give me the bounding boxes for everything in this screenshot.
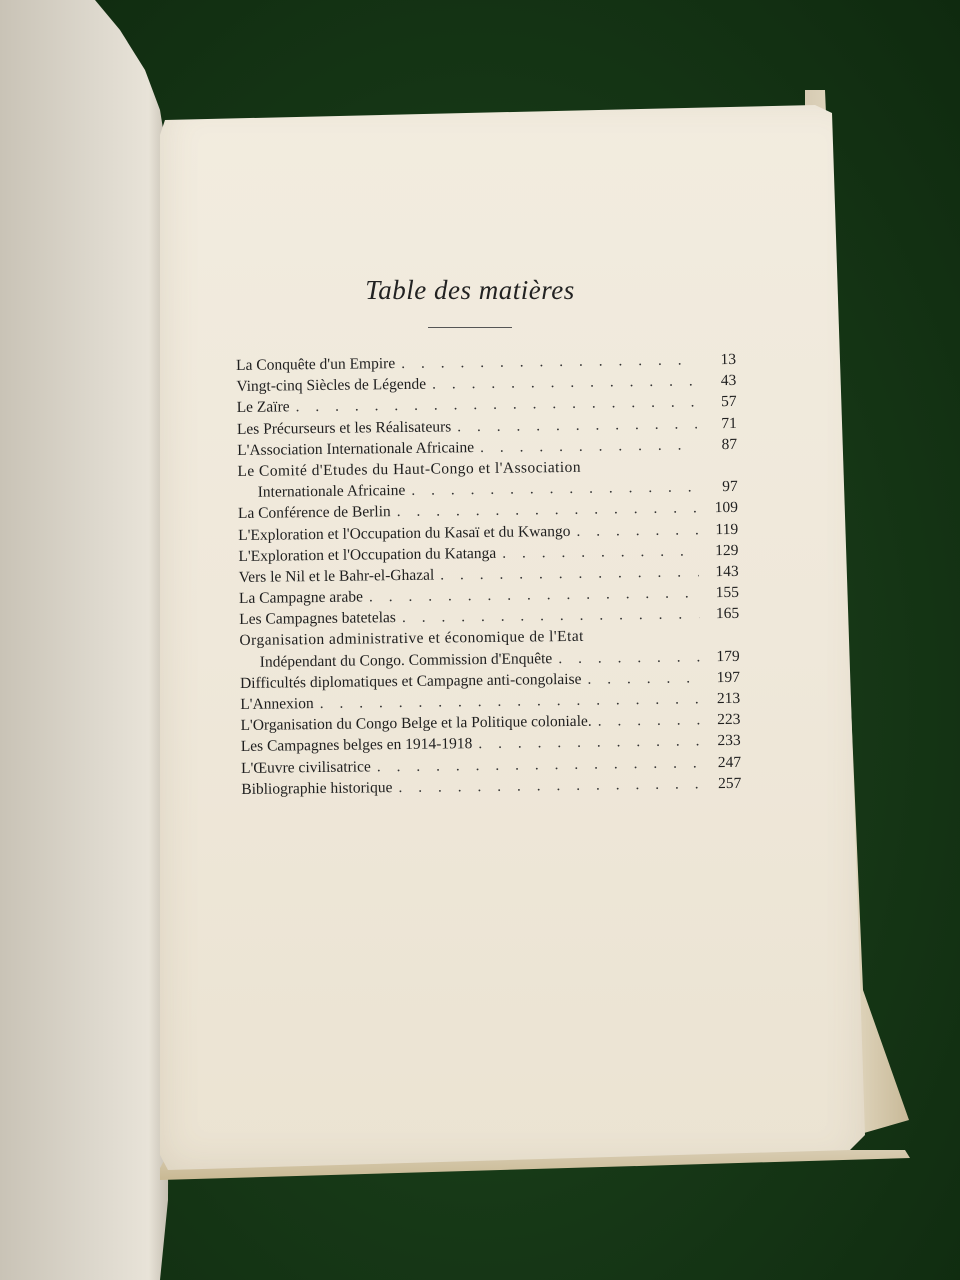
toc-entry-title: L'Association Internationale Africaine [237, 438, 475, 459]
toc-page-number: 197 [716, 668, 741, 686]
toc-entry [237, 455, 737, 503]
dot-leader [398, 773, 701, 798]
toc-entry-title: Difficultés diplomatiques et Campagne anti-congolaise [239, 670, 582, 692]
toc-page-number: 155 [715, 583, 740, 602]
toc-entry-title: L'Organisation du Congo Belge et la Politique coloniale. [240, 712, 592, 735]
toc-page-number: 223 [717, 711, 741, 729]
toc-page-number: 43 [720, 372, 737, 390]
toc-page-number: 165 [715, 605, 740, 623]
toc-heading: Table des matières [365, 275, 575, 305]
toc-page-number: 257 [717, 774, 742, 792]
toc-page-number: 213 [716, 689, 741, 708]
toc-page-number: 129 [715, 541, 739, 559]
toc-entry-title: L'Annexion [240, 695, 314, 714]
dot-leader [558, 646, 700, 669]
toc-page-number: 247 [717, 753, 742, 771]
toc-entry-title-continued: Indépendant du Congo. Commission d'Enquête [259, 649, 553, 671]
toc-entry-title: Vingt-cinq Siècles de Légende [236, 375, 427, 396]
toc-page-number: 57 [721, 393, 737, 411]
toc-entry [239, 624, 739, 672]
toc-entry-title-continued: Internationale Africaine [257, 482, 406, 501]
dot-leader [598, 710, 701, 732]
toc-entry-title: Organisation administrative et économique de l'Etat [239, 628, 584, 650]
toc-page-number: 71 [721, 414, 737, 432]
dot-leader [480, 434, 697, 458]
toc-entry-title: Le Comité d'Etudes du Haut-Congo et l'Association [237, 458, 582, 480]
toc-entry-title: Les Précurseurs et les Réalisateurs [236, 417, 452, 438]
toc-entry-title: Les Campagnes belges en 1914-1918 [240, 735, 473, 756]
toc-entry-title: L'Exploration et l'Occupation du Kasaï et du Kwango [238, 522, 571, 544]
toc-entry-title: La Campagne arabe [238, 588, 364, 608]
dot-leader [587, 667, 700, 690]
toc-entry-title: L'Exploration et l'Occupation du Katanga [238, 544, 497, 565]
dot-leader [457, 413, 697, 437]
toc-entry-title: La Conférence de Berlin [237, 503, 391, 523]
toc-page-number: 233 [717, 732, 741, 750]
toc-page-number: 109 [714, 499, 739, 517]
toc-entry-title: Vers le Nil et le Bahr-el-Ghazal [238, 566, 435, 586]
toc-entry-title: Les Campagnes batetelas [239, 609, 396, 629]
dot-leader [478, 731, 701, 755]
toc-page-number: 87 [721, 435, 738, 453]
toc-list [236, 349, 741, 800]
toc-page-number: 143 [715, 562, 739, 581]
toc-entry-title: Le Zaïre [236, 398, 290, 417]
toc-page-number: 13 [720, 350, 737, 369]
toc-entry-title: L'Œuvre civilisatrice [240, 757, 371, 777]
dot-leader [502, 540, 698, 564]
toc-page-number: 97 [722, 478, 738, 496]
toc-page-number: 179 [716, 647, 740, 665]
toc-entry-title: Bibliographie historique [241, 778, 393, 798]
dot-leader [576, 519, 698, 542]
heading-rule [428, 327, 512, 328]
toc-page-number: 119 [715, 520, 739, 538]
toc-entry-title: La Conquête d'un Empire [236, 355, 396, 374]
left-facing-page [0, 0, 175, 1280]
